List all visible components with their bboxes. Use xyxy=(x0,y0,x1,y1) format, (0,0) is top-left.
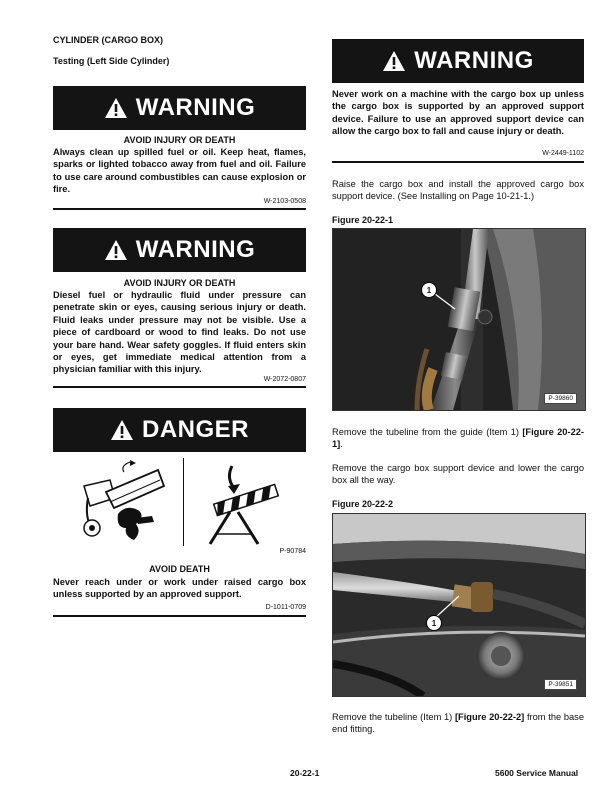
step-remove-tubeline-guide xyxy=(332,426,584,451)
step-text: Remove the tubeline (Item 1) xyxy=(332,712,455,722)
danger-banner xyxy=(53,408,306,452)
warning-banner-4 xyxy=(332,39,584,83)
figure-photo-2 xyxy=(332,513,586,697)
divider xyxy=(53,386,306,388)
banner-word: WARNING xyxy=(135,94,256,121)
danger-heading: AVOID DEATH xyxy=(149,564,210,574)
step-lower-cargo-box: Remove the cargo box support device and lower the cargo box all the way. xyxy=(332,463,584,486)
warning-text-1: Always clean up spilled fuel or oil. Keep heat, flames, sparks or lighted tobacco away from fuel and oil. Failure to use care around combustibles can cause explosion or fire. xyxy=(53,147,306,195)
callout-marker: 1 xyxy=(421,282,437,298)
banner-word: DANGER xyxy=(141,416,249,443)
photo-code: P-39860 xyxy=(544,393,577,404)
support-device-pictogram xyxy=(196,460,296,548)
fitting-photo-graphic xyxy=(333,514,585,696)
warning-banner-1 xyxy=(53,86,306,130)
step-raise-cargo-box: Raise the cargo box and install the approved cargo box support device. (See Installing on Page 10-21-1.) xyxy=(332,179,584,202)
warning-code-2: W-2072-0807 xyxy=(263,376,306,383)
warning-triangle-icon xyxy=(382,50,406,72)
danger-text: Never reach under or work under raised cargo box unless supported by an approved support. xyxy=(53,577,306,600)
divider xyxy=(53,208,306,210)
banner-word: WARNING xyxy=(414,47,534,74)
section-subtitle: Testing (Left Side Cylinder) xyxy=(53,56,170,66)
danger-image-code: P-90784 xyxy=(279,548,306,555)
warning-code-1: W-2103-0508 xyxy=(263,198,306,205)
divider xyxy=(332,161,584,163)
warning-text-4: Never work on a machine with the cargo box up unless the cargo box is supported by an approved support device. Failure to use an approved support device can allow the cargo box to fall and cause injury or death. xyxy=(332,89,584,137)
pictogram-divider xyxy=(183,458,184,546)
figure-photo-1 xyxy=(332,228,586,411)
warning-heading-2: AVOID INJURY OR DEATH xyxy=(123,278,236,288)
divider xyxy=(53,615,306,617)
warning-triangle-icon xyxy=(104,239,128,261)
page-number: 20-22-1 xyxy=(290,768,320,778)
figure-reference: [Figure 20-22-1] xyxy=(332,427,585,450)
cylinder-photo-graphic xyxy=(333,229,585,410)
warning-triangle-icon xyxy=(104,97,128,119)
step-text: . xyxy=(340,439,343,450)
figure-reference: [Figure 20-22-2] xyxy=(454,712,525,722)
figure-label-1: Figure 20-22-1 xyxy=(332,215,394,225)
warning-code-4: W-2449-1102 xyxy=(542,150,584,157)
warning-heading-1: AVOID INJURY OR DEATH xyxy=(123,135,236,145)
warning-banner-2 xyxy=(53,228,306,272)
crush-hazard-pictogram xyxy=(80,458,180,548)
warning-triangle-icon xyxy=(110,419,134,441)
step-remove-tubeline-fitting xyxy=(332,711,584,736)
banner-word: WARNING xyxy=(135,236,256,263)
callout-marker: 1 xyxy=(426,615,442,631)
warning-text-2: Diesel fuel or hydraulic fluid under pressure can penetrate skin or eyes, causing serious injury or death. Fluid leaks under pressure may not be visible. Use a piece of cardboard or wood to find leaks. Do not use your bare hand. Wear safety goggles. If fluid enters skin or eyes, get immediate medical attention from a physician familiar with this injury. xyxy=(53,290,306,375)
step-text: Remove the tubeline from the guide (Item 1) xyxy=(332,427,523,437)
manual-title: 5600 Service Manual xyxy=(495,768,579,778)
danger-code: D-1011-0709 xyxy=(265,604,306,611)
step-text: from the base end fitting. xyxy=(332,712,584,735)
section-title: CYLINDER (CARGO BOX) xyxy=(53,35,163,45)
photo-code: P-39851 xyxy=(544,679,577,690)
figure-label-2: Figure 20-22-2 xyxy=(332,499,394,509)
